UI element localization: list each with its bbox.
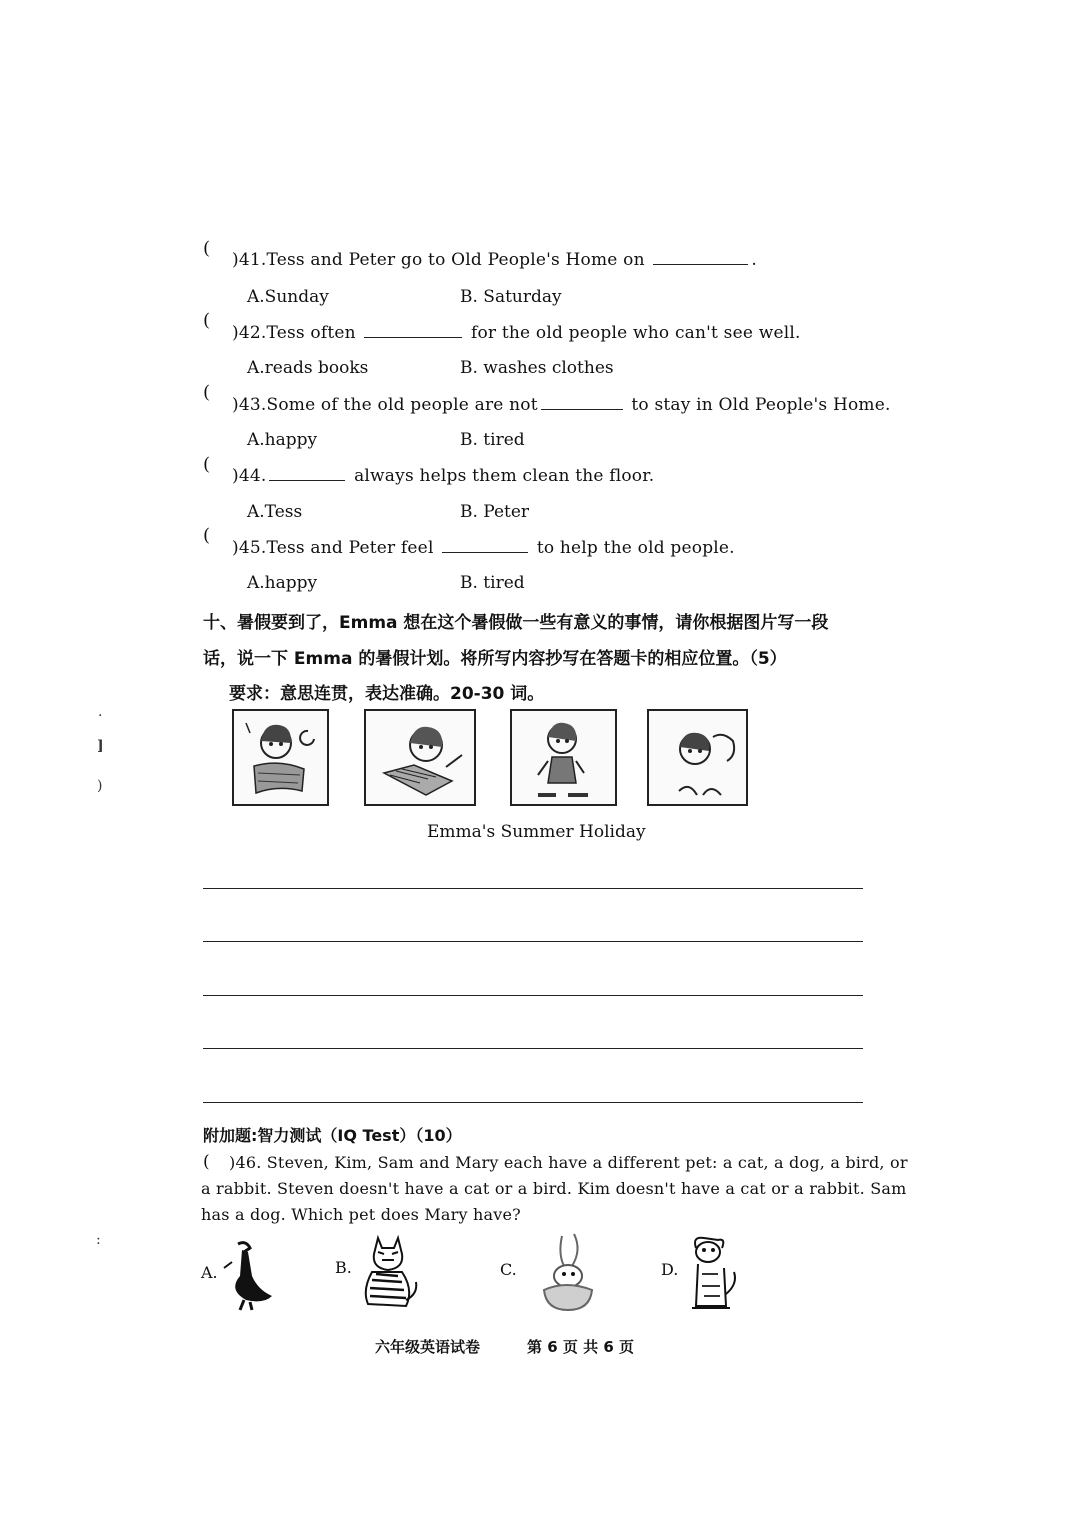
cat-icon <box>352 1234 424 1316</box>
question-text-before: Tess often <box>266 323 356 343</box>
writing-instruction-line-2: 话，说一下 Emma 的暑假计划。将所写内容抄写在答题卡的相应位置。（5） <box>203 649 787 669</box>
bonus-heading: 附加题:智力测试（IQ Test）（10） <box>203 1126 462 1145</box>
question-text-after: always helps them clean the floor. <box>354 466 655 486</box>
answer-paren-43: ( <box>203 382 211 403</box>
question-text-after: to help the old people. <box>536 538 735 558</box>
margin-mark: ] <box>97 738 104 754</box>
margin-mark: . <box>98 704 103 720</box>
emma-picture-2 <box>364 709 476 806</box>
option-a-42: A.reads books <box>247 358 369 378</box>
question-44 <box>232 466 654 486</box>
emma-picture-3 <box>510 709 617 806</box>
pet-option-c-label: C. <box>500 1260 517 1279</box>
bonus-question-line-1: )46. Steven, Kim, Sam and Mary each have a different pet: a cat, a dog, a bird, or <box>229 1153 908 1172</box>
question-text-before: Some of the old people are not <box>266 395 538 415</box>
question-number: )43. <box>232 395 267 415</box>
girl-standing-image <box>512 711 615 804</box>
emma-picture-1 <box>232 709 329 806</box>
question-43 <box>232 395 891 415</box>
writing-title: Emma's Summer Holiday <box>427 822 646 842</box>
option-b-45: B. tired <box>460 573 525 593</box>
question-text-before: Tess and Peter feel <box>266 538 434 558</box>
answer-paren-45: ( <box>203 525 211 546</box>
writing-line-5[interactable] <box>203 1102 863 1103</box>
question-number: )41. <box>232 250 267 270</box>
pet-option-b-label: B. <box>335 1258 352 1277</box>
answer-paren-46: ( <box>203 1152 210 1172</box>
pet-option-a-label: A. <box>201 1263 218 1282</box>
option-b-41: B. Saturday <box>460 287 562 307</box>
answer-blank[interactable] <box>364 323 462 338</box>
rabbit-icon <box>534 1232 600 1316</box>
option-a-44: A.Tess <box>247 502 303 522</box>
answer-blank[interactable] <box>269 466 345 481</box>
question-number: )42. <box>232 323 267 343</box>
margin-mark: ) <box>97 778 103 794</box>
option-a-41: A.Sunday <box>247 287 329 307</box>
question-number: )45. <box>232 538 267 558</box>
option-a-43: A.happy <box>247 430 318 450</box>
writing-line-2[interactable] <box>203 941 863 942</box>
question-45 <box>232 538 735 558</box>
margin-mark: : <box>96 1232 101 1248</box>
writing-line-1[interactable] <box>203 888 863 889</box>
bird-icon <box>218 1238 276 1316</box>
girl-with-dog-image <box>649 711 746 804</box>
answer-blank[interactable] <box>653 250 748 265</box>
footer-exam-title: 六年级英语试卷 <box>375 1338 481 1356</box>
girl-reading-image <box>234 711 327 804</box>
answer-blank[interactable] <box>541 395 623 410</box>
question-41 <box>232 250 757 270</box>
bonus-question-line-2: a rabbit. Steven doesn't have a cat or a bird. Kim doesn't have a cat or a rabbit. Sam <box>201 1179 907 1198</box>
writing-line-4[interactable] <box>203 1048 863 1049</box>
question-text-after: for the old people who can't see well. <box>471 323 801 343</box>
girl-cleaning-image <box>366 711 474 804</box>
option-a-45: A.happy <box>247 573 318 593</box>
bonus-question-line-3: has a dog. Which pet does Mary have? <box>201 1205 521 1224</box>
dog-icon <box>682 1234 742 1316</box>
footer-page-number: 第 6 页 共 6 页 <box>527 1338 634 1356</box>
question-text-after: to stay in Old People's Home. <box>631 395 891 415</box>
answer-paren-42: ( <box>203 310 211 331</box>
writing-requirement: 要求：意思连贯，表达准确。20-30 词。 <box>229 684 545 704</box>
option-b-44: B. Peter <box>460 502 530 522</box>
emma-picture-4 <box>647 709 748 806</box>
answer-paren-41: ( <box>203 238 211 259</box>
writing-instruction-line-1: 十、暑假要到了，Emma 想在这个暑假做一些有意义的事情，请你根据图片写一段 <box>203 613 829 633</box>
writing-line-3[interactable] <box>203 995 863 996</box>
question-number: )44. <box>232 466 267 486</box>
question-text-after: . <box>751 250 757 270</box>
answer-blank[interactable] <box>442 538 528 553</box>
question-text-before: Tess and Peter go to Old People's Home on <box>266 250 645 270</box>
pet-option-d-label: D. <box>661 1260 679 1279</box>
option-b-43: B. tired <box>460 430 525 450</box>
question-42 <box>232 323 801 343</box>
answer-paren-44: ( <box>203 454 211 475</box>
option-b-42: B. washes clothes <box>460 358 614 378</box>
